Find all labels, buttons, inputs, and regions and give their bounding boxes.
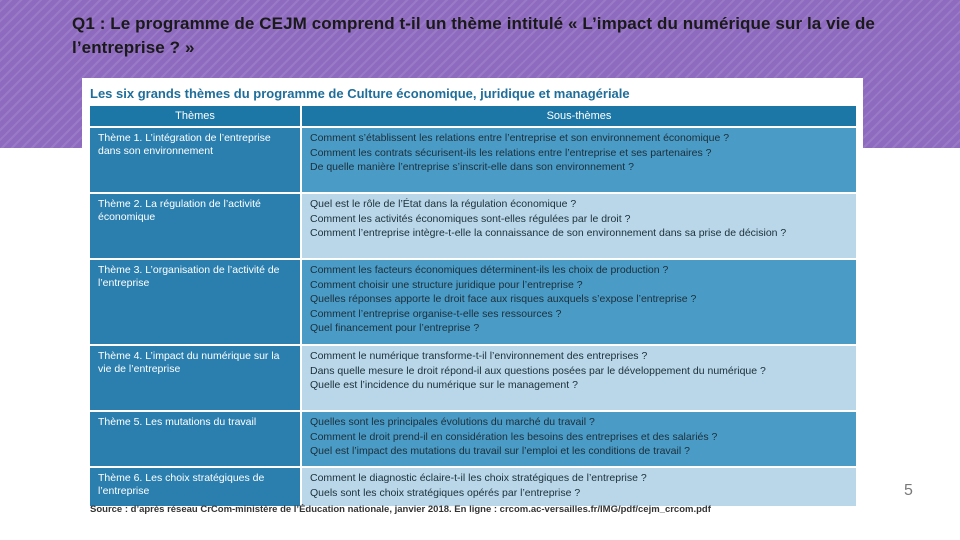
figure-title: Les six grands thèmes du programme de Culture économique, juridique et managériale xyxy=(90,86,630,101)
sub-themes-cell xyxy=(301,193,857,259)
sub-theme-question: Quelle est l’incidence du numérique sur le management ? xyxy=(310,379,578,391)
themes-table xyxy=(88,104,858,508)
sub-theme-question: Comment le numérique transforme-t-il l’environnement des entreprises ? xyxy=(310,350,648,362)
program-themes-figure xyxy=(82,78,863,518)
table-row xyxy=(89,467,857,507)
sub-theme-question: Comment s’établissent les relations entre l’entreprise et son environnement économique ? xyxy=(310,132,730,144)
slide-question: Q1 : Le programme de CEJM comprend t-il un thème intitulé « L’impact du numérique sur la vie de l’entreprise ? » xyxy=(72,14,875,57)
sub-theme-question: Quel est le rôle de l’État dans la régulation économique ? xyxy=(310,198,577,210)
table-row xyxy=(89,411,857,467)
theme-label: Thème 2. La régulation de l’activité économique xyxy=(89,193,301,259)
theme-label: Thème 5. Les mutations du travail xyxy=(89,411,301,467)
sub-theme-question: Quels sont les choix stratégiques opérés par l’entreprise ? xyxy=(310,486,581,499)
sub-theme-question: Comment l’entreprise intègre-t-elle la connaissance de son environnement dans sa prise de décision ? xyxy=(310,227,787,239)
page-number: 5 xyxy=(904,482,913,499)
theme-label: Thème 1. L’intégration de l’entreprise dans son environnement xyxy=(89,127,301,193)
column-header-sous-themes: Sous-thèmes xyxy=(301,105,857,127)
sub-themes-cell xyxy=(301,127,857,193)
sub-theme-question: Comment les facteurs économiques déterminent-ils les choix de production ? xyxy=(310,264,669,276)
theme-label: Thème 4. L’impact du numérique sur la vie de l’entreprise xyxy=(89,345,301,411)
sub-themes-cell xyxy=(301,411,857,467)
sub-theme-question: Quel est l’impact des mutations du travail sur l’emploi et les conditions de travail ? xyxy=(310,445,690,457)
figure-source: Source : d’après réseau CrCom-ministère de l’Éducation nationale, janvier 2018. En ligne : crcom.ac-versailles.fr/IMG/pdf/cejm_crcom.pdf xyxy=(90,504,711,515)
table-row xyxy=(89,259,857,345)
theme-label: Thème 3. L’organisation de l’activité de l’entreprise xyxy=(89,259,301,345)
table-row xyxy=(89,193,857,259)
sub-theme-question: Comment les contrats sécurisent-ils les relations entre l’entreprise et ses partenaires ? xyxy=(310,146,712,159)
sub-theme-question: Comment le diagnostic éclaire-t-il les choix stratégiques de l’entreprise ? xyxy=(310,472,647,484)
sub-theme-question: De quelle manière l’entreprise s’inscrit-elle dans son environnement ? xyxy=(310,161,634,173)
sub-theme-question: Quelles réponses apporte le droit face aux risques auxquels s’expose l’entreprise ? xyxy=(310,293,697,305)
theme-label: Thème 6. Les choix stratégiques de l’entreprise xyxy=(89,467,301,507)
column-header-themes: Thèmes xyxy=(89,105,301,127)
sub-themes-cell xyxy=(301,345,857,411)
sub-theme-question: Comment l’entreprise organise-t-elle ses ressources ? xyxy=(310,307,562,320)
sub-themes-cell xyxy=(301,467,857,507)
sub-theme-question: Comment choisir une structure juridique pour l’entreprise ? xyxy=(310,278,583,291)
sub-theme-question: Quel financement pour l’entreprise ? xyxy=(310,322,480,334)
table-row xyxy=(89,345,857,411)
sub-theme-question: Comment les activités économiques sont-elles régulées par le droit ? xyxy=(310,212,631,225)
sub-theme-question: Quelles sont les principales évolutions du marché du travail ? xyxy=(310,416,595,428)
table-row xyxy=(89,127,857,193)
sub-themes-cell xyxy=(301,259,857,345)
sub-theme-question: Comment le droit prend-il en considération les besoins des entreprises et des salariés ? xyxy=(310,430,718,443)
sub-theme-question: Dans quelle mesure le droit répond-il aux questions posées par le développement du numérique ? xyxy=(310,364,766,377)
